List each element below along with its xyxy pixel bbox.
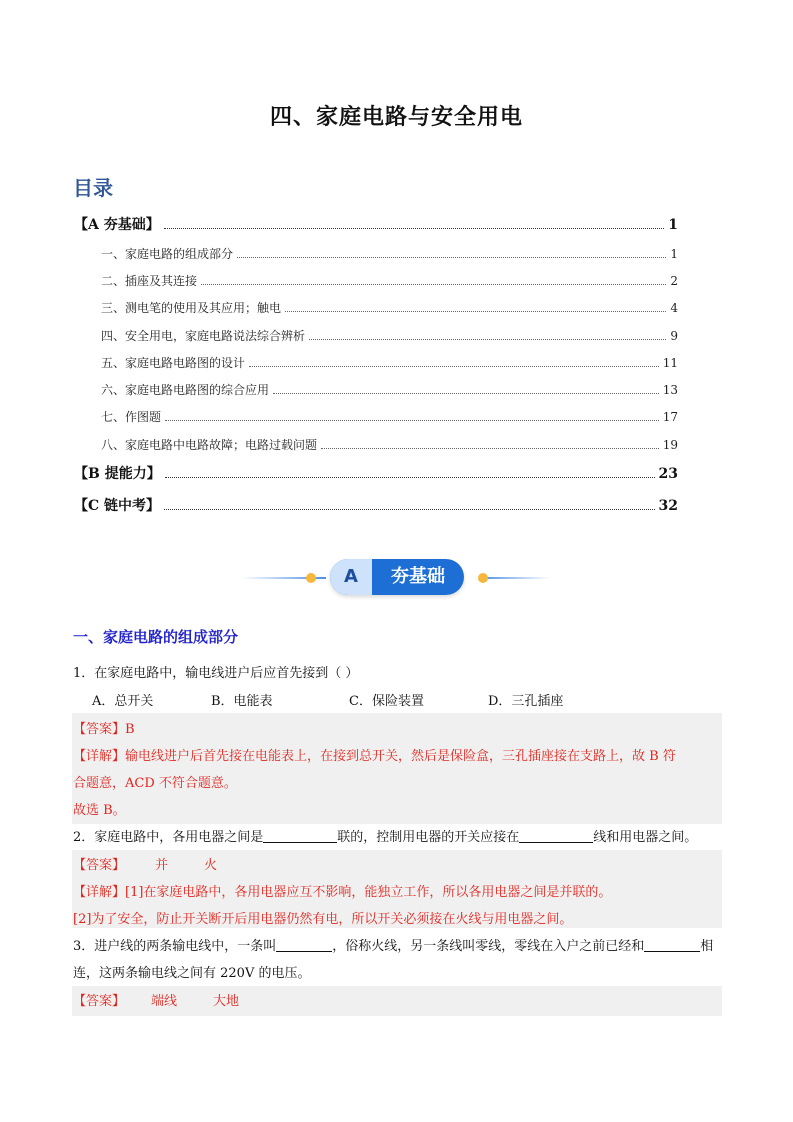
toc-subentry-1[interactable]: [101, 245, 678, 262]
q3-blank-2[interactable]: [644, 938, 700, 952]
toc-dot-leader: [249, 365, 659, 367]
question-1-stem: 1．在家庭电路中，输电线进户后应首先接到（ ）: [73, 666, 359, 681]
toc-dot-leader: [273, 392, 659, 394]
q1-option-b: B．电能表: [211, 694, 273, 709]
toc-entry-a[interactable]: [74, 214, 678, 234]
banner-letter: A: [330, 559, 372, 595]
detail-label: 【详解】: [73, 885, 126, 900]
banner-line-right: [480, 577, 550, 579]
q1-detail-line-3: 故选 B。: [73, 803, 126, 818]
toc-dot-leader: [165, 476, 655, 478]
toc-subentry-5[interactable]: [101, 354, 678, 371]
toc-subentry-page: 17: [662, 410, 678, 424]
q2-detail-line-2: [2]为了安全，防止开关断开后用电器仍然有电，所以开关必须接在火线与用电器之间。: [73, 912, 573, 927]
toc-entry-page: 32: [658, 498, 678, 514]
banner-dot-icon: [306, 573, 316, 583]
toc-subentry-page: 13: [662, 383, 678, 397]
q1-answer: [73, 718, 135, 737]
toc-subentry-label: 八、家庭电路中电路故障；电路过载问题: [101, 438, 318, 452]
toc-dot-leader: [164, 508, 654, 510]
toc-dot-leader: [321, 447, 659, 449]
answer-label: 【答案】: [73, 858, 126, 873]
answer-value: B: [125, 722, 135, 737]
toc-entry-b[interactable]: [74, 463, 678, 483]
toc-subentry-label: 六、家庭电路电路图的综合应用: [101, 383, 270, 397]
q1-detail-line-1: [73, 745, 676, 764]
q2-blank-1[interactable]: [263, 829, 337, 843]
q1-answer-box: [72, 713, 722, 824]
toc-subentry-3[interactable]: [101, 299, 678, 316]
toc-entry-c[interactable]: [74, 495, 678, 515]
q2-text-3: 线和用电器之间。: [593, 830, 698, 845]
banner-dot-icon: [478, 573, 488, 583]
answer-value-1: 并: [155, 858, 169, 873]
toc-subentry-2[interactable]: [101, 272, 678, 289]
toc-dot-leader: [237, 256, 666, 258]
q2-text-2: 联的，控制用电器的开关应接在: [337, 830, 520, 845]
toc-entry-label: 【C 链中考】: [74, 498, 161, 514]
toc-entry-label: 【A 夯基础】: [74, 217, 160, 233]
banner-pill: [330, 559, 464, 595]
toc-dot-leader: [165, 419, 659, 421]
section-banner: [228, 555, 564, 601]
detail-text: 输电线进户后首先接在电能表上，在接到总开关，然后是保险盒，三孔插座接在支路上，故 B 符: [125, 749, 676, 764]
q1-option-a: A．总开关: [92, 694, 154, 709]
q3-text-1: 3．进户线的两条输电线中，一条叫: [73, 939, 277, 954]
toc-dot-leader: [285, 310, 666, 312]
q1-detail-line-2: 合题意，ACD 不符合题意。: [73, 776, 237, 791]
toc-dot-leader: [164, 227, 665, 229]
answer-value-1: 端线: [151, 994, 178, 1009]
toc-heading: 目录: [73, 176, 113, 200]
toc-entry-page: 1: [668, 217, 678, 233]
toc-subentry-page: 19: [662, 438, 678, 452]
answer-value-2: 火: [204, 858, 218, 873]
toc-subentry-label: 二、插座及其连接: [101, 274, 198, 288]
toc-dot-leader: [309, 338, 666, 340]
toc-entry-page: 23: [658, 466, 678, 482]
toc-entry-label: 【B 提能力】: [74, 466, 161, 482]
toc-subentry-page: 2: [670, 274, 678, 288]
q2-answer: [73, 854, 217, 873]
toc-subentry-page: 11: [662, 356, 678, 370]
answer-label: 【答案】: [73, 722, 126, 737]
question-3-stem-line-2: 连，这两条输电线之间有 220V 的电压。: [73, 966, 311, 981]
toc-subentry-6[interactable]: [101, 381, 678, 398]
banner-text: 夯基础: [391, 566, 445, 587]
toc-subentry-label: 五、家庭电路电路图的设计: [101, 356, 246, 370]
toc-subentry-label: 七、作图题: [101, 410, 162, 424]
answer-value-2: 大地: [213, 994, 240, 1009]
detail-text: [1]在家庭电路中，各用电器应互不影响，能独立工作，所以各用电器之间是并联的。: [125, 885, 612, 900]
toc-subentry-page: 9: [670, 329, 678, 343]
toc-subentry-7[interactable]: [101, 408, 678, 425]
toc-subentry-8[interactable]: [101, 436, 678, 453]
answer-label: 【答案】: [73, 994, 126, 1009]
q1-option-c: C．保险装置: [349, 694, 424, 709]
q1-option-d: D．三孔插座: [488, 694, 564, 709]
toc-subentry-page: 4: [670, 301, 678, 315]
document-title: 四、家庭电路与安全用电: [269, 105, 523, 130]
question-3-stem: [73, 935, 713, 954]
toc-subentry-page: 1: [670, 247, 678, 261]
q2-blank-2[interactable]: [519, 829, 593, 843]
q2-detail-line-1: [73, 881, 611, 900]
q3-text-2: ，俗称火线，另一条线叫零线，零线在入户之前已经和: [332, 939, 645, 954]
toc-subentry-label: 四、安全用电，家庭电路说法综合辨析: [101, 329, 306, 343]
toc-dot-leader: [201, 283, 666, 285]
q3-blank-1[interactable]: [276, 938, 332, 952]
detail-label: 【详解】: [73, 749, 126, 764]
q2-text-1: 2．家庭电路中，各用电器之间是: [73, 830, 264, 845]
q3-answer: [73, 990, 239, 1009]
toc-subentry-label: 三、测电笔的使用及其应用；触电: [101, 301, 282, 315]
section-heading: 一、家庭电路的组成部分: [73, 628, 239, 646]
toc-subentry-4[interactable]: [101, 327, 678, 344]
question-2-stem: [73, 826, 697, 845]
toc-subentry-label: 一、家庭电路的组成部分: [101, 247, 234, 261]
q3-text-3: 相: [700, 939, 714, 954]
